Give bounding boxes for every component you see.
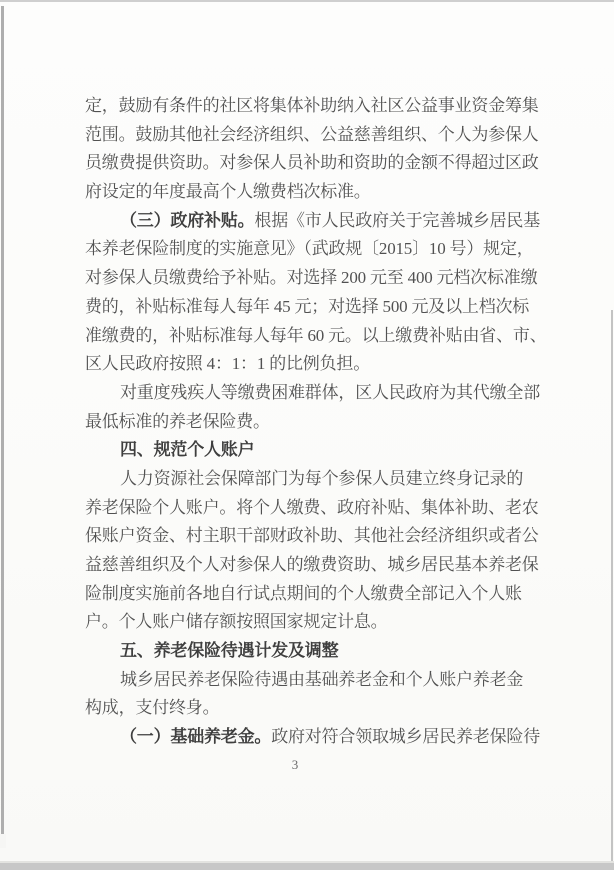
scan-edge-bottom — [0, 863, 614, 870]
text-segment: 保账户资金、村主职干部财政补助、其他社会经济组织或者公 — [85, 526, 539, 546]
text-line — [85, 92, 555, 121]
text-line — [85, 694, 555, 723]
text-line — [85, 379, 555, 408]
text-segment: 员缴费提供资助。对参保人员补助和资助的金额不得超过区政 — [85, 153, 539, 173]
scan-edge-right — [611, 310, 613, 863]
text-segment: 城乡居民养老保险待遇由基础养老金和个人账户养老金 — [120, 669, 524, 689]
text-line — [85, 494, 555, 523]
bold-text-segment: 四、规范个人账户 — [120, 440, 255, 460]
text-segment: 险制度实施前各地自行试点期间的个人缴费全部记入个人账 — [85, 583, 522, 603]
scan-edge-top — [0, 0, 614, 2]
text-segment: 府设定的年度最高个人缴费档次标准。 — [85, 182, 371, 202]
text-segment: 构成，支付终身。 — [85, 698, 220, 718]
text-line — [85, 264, 555, 293]
scan-edge-left-notch — [0, 834, 6, 848]
document-body — [85, 92, 555, 752]
text-line — [85, 637, 555, 666]
text-line — [85, 207, 555, 236]
text-segment: 最低标准的养老保险费。 — [85, 411, 270, 431]
text-line — [85, 522, 555, 551]
text-line — [85, 235, 555, 264]
text-segment: 户。个人账户储存额按照国家规定计息。 — [85, 612, 388, 632]
text-segment: 益慈善组织及个人对参保人的缴费资助、城乡居民基本养老保 — [85, 555, 539, 574]
text-segment: 对参保人员缴费给予补贴。对选择 200 元至 400 元档次标准缴 — [85, 268, 538, 288]
text-segment: 准缴费的，补贴标准每人每年 60 元。以上缴费补贴由省、市、 — [85, 325, 547, 345]
text-line — [85, 666, 555, 695]
text-segment: 本养老保险制度的实施意见》（武政规〔2015〕10 号）规定， — [85, 239, 534, 259]
text-segment: 政府对符合领取城乡居民养老保险待 — [271, 727, 541, 747]
text-line — [85, 408, 555, 437]
text-segment: 费的，补贴标准每人每年 45 元；对选择 500 元及以上档次标 — [85, 296, 530, 316]
text-segment: 对重度残疾人等缴费困难群体，区人民政府为其代缴全部 — [120, 382, 540, 402]
bold-text-segment: （一）基础养老金。 — [120, 727, 272, 747]
text-line — [85, 322, 555, 351]
text-line — [85, 436, 555, 465]
text-segment: 根据《市人民政府关于完善城乡居民基 — [254, 210, 541, 230]
text-segment: 人力资源社会保障部门为每个参保人员建立终身记录的 — [120, 468, 524, 488]
text-line — [85, 149, 555, 178]
text-line — [85, 580, 555, 609]
text-line — [85, 465, 555, 494]
page-number: 3 — [291, 757, 299, 772]
text-line — [85, 121, 555, 150]
bold-text-segment: （三）政府补贴。 — [120, 210, 255, 230]
scan-edge-left — [1, 6, 4, 834]
text-segment: 区人民政府按照 4：1：1 的比例负担。 — [85, 354, 370, 374]
text-segment: 定，鼓励有条件的社区将集体补助纳入社区公益事业资金筹集 — [85, 96, 539, 115]
text-line — [85, 350, 555, 379]
text-line — [85, 293, 555, 322]
text-line — [85, 723, 555, 752]
text-segment: 范围。鼓励其他社会经济组织、公益慈善组织、个人为参保人 — [85, 124, 539, 144]
text-line — [85, 551, 555, 580]
bold-text-segment: 五、养老保险待遇计发及调整 — [120, 641, 339, 661]
text-segment: 养老保险个人账户。将个人缴费、政府补贴、集体补助、老农 — [85, 497, 539, 517]
text-line — [85, 178, 555, 207]
text-line — [85, 608, 555, 637]
